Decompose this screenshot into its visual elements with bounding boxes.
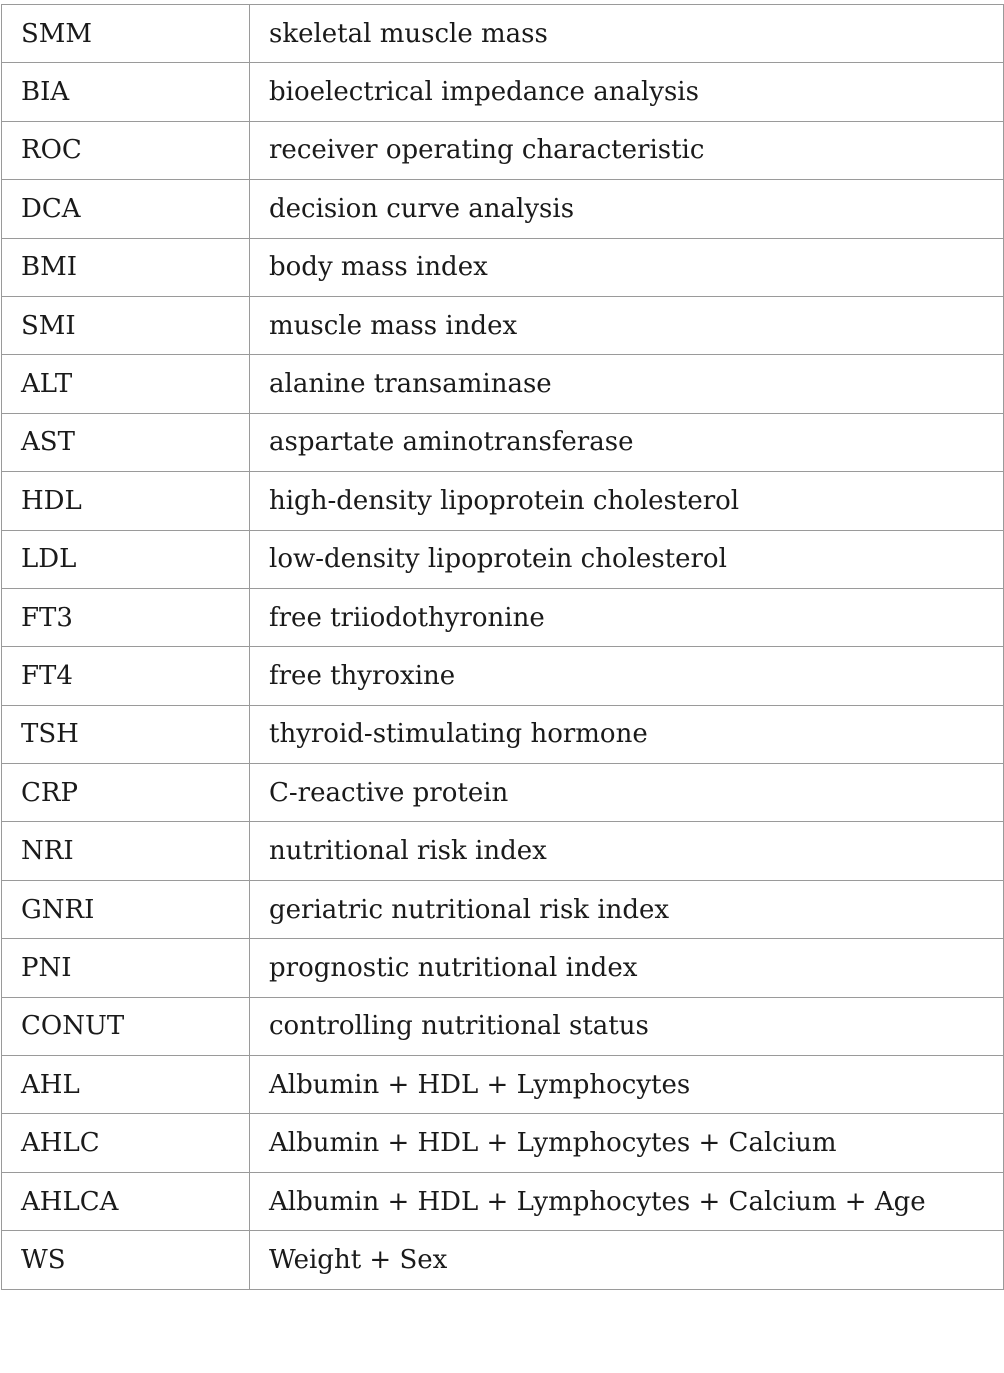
abbreviation-cell: AHLC bbox=[2, 1114, 250, 1172]
definition-cell: receiver operating characteristic bbox=[250, 121, 1004, 179]
table-row bbox=[2, 1056, 1004, 1114]
definition-cell: Weight + Sex bbox=[250, 1231, 1004, 1289]
abbreviation-cell: BIA bbox=[2, 63, 250, 121]
abbreviation-cell: NRI bbox=[2, 822, 250, 880]
table-row bbox=[2, 472, 1004, 530]
abbreviation-cell: ALT bbox=[2, 355, 250, 413]
abbreviation-cell: AHLCA bbox=[2, 1172, 250, 1230]
definition-cell: Albumin + HDL + Lymphocytes + Calcium + Age bbox=[250, 1172, 1004, 1230]
definition-cell: geriatric nutritional risk index bbox=[250, 880, 1004, 938]
table-row bbox=[2, 997, 1004, 1055]
table-row bbox=[2, 63, 1004, 121]
table-row bbox=[2, 296, 1004, 354]
table-row bbox=[2, 5, 1004, 63]
table-row bbox=[2, 939, 1004, 997]
abbreviation-cell: AST bbox=[2, 413, 250, 471]
table-row bbox=[2, 530, 1004, 588]
table-row bbox=[2, 647, 1004, 705]
table-row bbox=[2, 880, 1004, 938]
definition-cell: free thyroxine bbox=[250, 647, 1004, 705]
table-row bbox=[2, 1231, 1004, 1289]
abbreviation-cell: AHL bbox=[2, 1056, 250, 1114]
table-row bbox=[2, 238, 1004, 296]
table-row bbox=[2, 1172, 1004, 1230]
abbreviation-cell: SMI bbox=[2, 296, 250, 354]
abbreviations-table bbox=[1, 4, 1004, 1290]
abbreviation-cell: SMM bbox=[2, 5, 250, 63]
abbreviation-cell: ROC bbox=[2, 121, 250, 179]
abbreviation-cell: GNRI bbox=[2, 880, 250, 938]
definition-cell: low-density lipoprotein cholesterol bbox=[250, 530, 1004, 588]
definition-cell: aspartate aminotransferase bbox=[250, 413, 1004, 471]
table-row bbox=[2, 121, 1004, 179]
definition-cell: Albumin + HDL + Lymphocytes + Calcium bbox=[250, 1114, 1004, 1172]
definition-cell: decision curve analysis bbox=[250, 180, 1004, 238]
abbreviation-cell: CONUT bbox=[2, 997, 250, 1055]
table-row bbox=[2, 355, 1004, 413]
definition-cell: controlling nutritional status bbox=[250, 997, 1004, 1055]
abbreviation-cell: HDL bbox=[2, 472, 250, 530]
definition-cell: bioelectrical impedance analysis bbox=[250, 63, 1004, 121]
definition-cell: free triiodothyronine bbox=[250, 588, 1004, 646]
table-row bbox=[2, 822, 1004, 880]
table-row bbox=[2, 764, 1004, 822]
definition-cell: skeletal muscle mass bbox=[250, 5, 1004, 63]
table-row bbox=[2, 588, 1004, 646]
definition-cell: Albumin + HDL + Lymphocytes bbox=[250, 1056, 1004, 1114]
table-row bbox=[2, 180, 1004, 238]
abbreviation-cell: LDL bbox=[2, 530, 250, 588]
abbreviation-cell: CRP bbox=[2, 764, 250, 822]
abbreviation-cell: WS bbox=[2, 1231, 250, 1289]
abbreviation-cell: FT4 bbox=[2, 647, 250, 705]
definition-cell: alanine transaminase bbox=[250, 355, 1004, 413]
abbreviation-cell: BMI bbox=[2, 238, 250, 296]
table-row bbox=[2, 1114, 1004, 1172]
definition-cell: body mass index bbox=[250, 238, 1004, 296]
definition-cell: high-density lipoprotein cholesterol bbox=[250, 472, 1004, 530]
table-row bbox=[2, 413, 1004, 471]
definition-cell: nutritional risk index bbox=[250, 822, 1004, 880]
abbreviations-table-body bbox=[2, 5, 1004, 1290]
abbreviation-cell: PNI bbox=[2, 939, 250, 997]
definition-cell: muscle mass index bbox=[250, 296, 1004, 354]
abbreviation-cell: TSH bbox=[2, 705, 250, 763]
abbreviation-cell: FT3 bbox=[2, 588, 250, 646]
definition-cell: prognostic nutritional index bbox=[250, 939, 1004, 997]
table-row bbox=[2, 705, 1004, 763]
definition-cell: C-reactive protein bbox=[250, 764, 1004, 822]
definition-cell: thyroid-stimulating hormone bbox=[250, 705, 1004, 763]
abbreviation-cell: DCA bbox=[2, 180, 250, 238]
